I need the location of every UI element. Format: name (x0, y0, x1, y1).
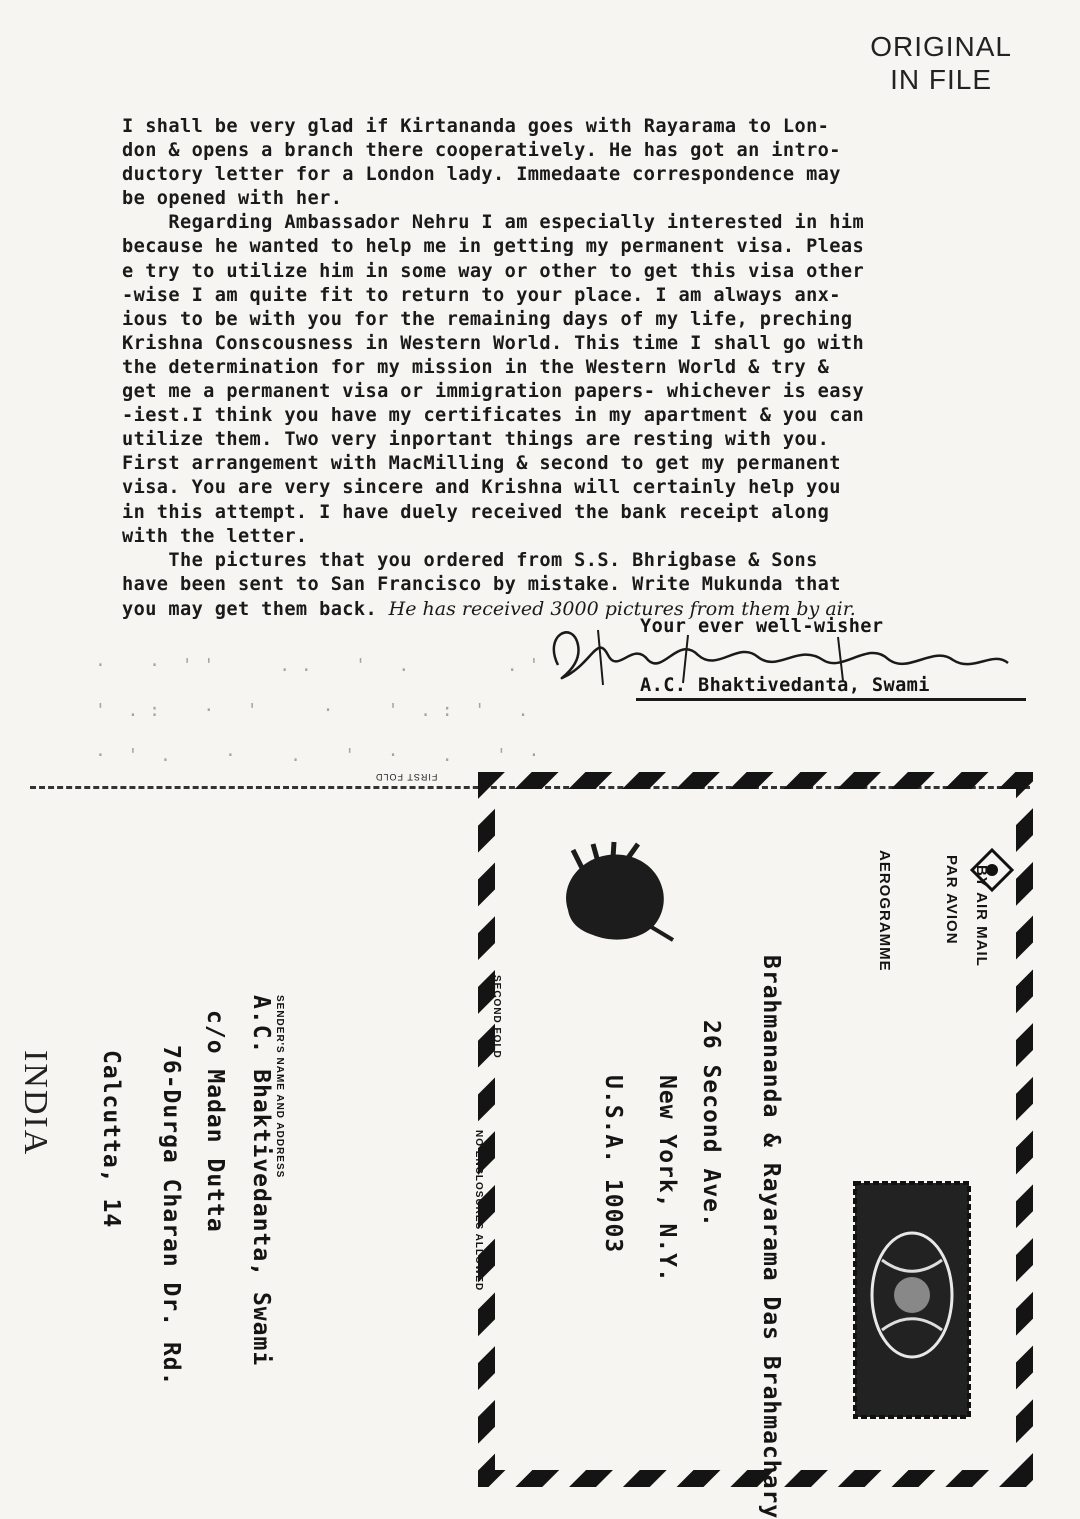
letter-line: -iest.I think you have my certificates in my apartment & you can (122, 405, 865, 427)
recipient-line: New York, N.Y. (654, 1075, 680, 1283)
letter-line: visa. You are very sincere and Krishna will certainly help you (122, 477, 841, 499)
postage-stamp-india (852, 1180, 972, 1420)
letter-line: utilize them. Two very inportant things are resting with you. (122, 429, 830, 451)
letter-last-line-typed: you may get them back. (122, 598, 389, 620)
bleed-through-text: · · ' ' . . ' . . ' (95, 655, 540, 676)
aerogramme-label: AEROGRAMME (876, 850, 893, 972)
letter-line: have been sent to San Francisco by mistake. Write Mukunda that (122, 573, 841, 595)
indian-head-emblem (548, 840, 678, 950)
letter-line: Krishna Conscousness in Western World. This time I shall go with (122, 332, 865, 354)
letter-line: ductory letter for a London lady. Immedaate correspondence may (122, 164, 841, 186)
original-in-file-stamp (870, 30, 1012, 96)
letter-line: e try to utilize him in some way or other to get this visa other (122, 260, 865, 282)
letter-line: Regarding Ambassador Nehru I am especially interested in him (122, 212, 865, 234)
letter-line: I shall be very glad if Kirtananda goes with Rayarama to Lon- (122, 116, 830, 137)
letter-line: get me a permanent visa or immigration papers- whichever is easy (122, 381, 865, 403)
sender-line: c/o Madan Dutta (202, 1010, 228, 1233)
letter-line: because he wanted to help me in getting my permanent visa. Pleas (122, 236, 865, 258)
sender-line: A.C. Bhaktivedanta, Swami (248, 995, 274, 1367)
sender-line: 76-Durga Charan Dr. Rd. (158, 1045, 184, 1387)
country-label: INDIA (17, 1050, 54, 1157)
closing-salutation: Your ever well-wisher (640, 616, 884, 637)
by-air-mail-label: BY AIR MAIL (973, 865, 990, 967)
handwritten-note: He has received 3000 pictures from them by air. (388, 597, 856, 620)
letter-line: The pictures that you ordered from S.S. Bhrigbase & Sons (122, 549, 818, 571)
no-enclosures-label: NO ENCLOSURES ALLOWED (473, 1130, 484, 1292)
par-avion-label: PAR AVION (943, 855, 960, 945)
sender-line: Calcutta, 14 (98, 1050, 124, 1229)
stamp-line-2: IN FILE (890, 64, 993, 95)
letter-line: in this attempt. I have duely received the bank receipt along (122, 501, 830, 523)
letter-line: -wise I am quite fit to return to your place. I am always anx- (122, 284, 841, 306)
recipient-line: Brahmananda & Rayarama Das Brahmachary (758, 955, 784, 1519)
letter-line: be opened with her. (122, 188, 343, 210)
recipient-line: U.S.A. 10003 (600, 1075, 626, 1254)
airmail-crest (962, 840, 1022, 900)
signer-name: A.C. Bhaktivedanta, Swami (640, 675, 930, 696)
letter-line: with the letter. (122, 525, 308, 547)
stamp-line-1: ORIGINAL (870, 31, 1012, 62)
second-fold-label: SECOND FOLD (491, 975, 502, 1059)
letter-line: the determination for my mission in the Western World & try & (122, 356, 830, 378)
bleed-through-text: ' . : · ' · ' . : ' . (95, 700, 529, 721)
letter-line: don & opens a branch there cooperatively. He has got an intro- (122, 140, 841, 162)
letter-line: ious to be with you for the remaining days of my life, preching (122, 308, 853, 330)
letter-line: First arrangement with MacMilling & second to get my permanent (122, 453, 841, 475)
sender-label: SENDER'S NAME AND ADDRESS (274, 995, 285, 1179)
first-fold-label: FIRST FOLD (375, 772, 438, 782)
signature-underline (636, 698, 1026, 701)
letter-body (122, 115, 1047, 622)
recipient-line: 26 Second Ave. (698, 1020, 724, 1228)
bleed-through-text: · ' . · . ' · . ' · (95, 745, 540, 766)
